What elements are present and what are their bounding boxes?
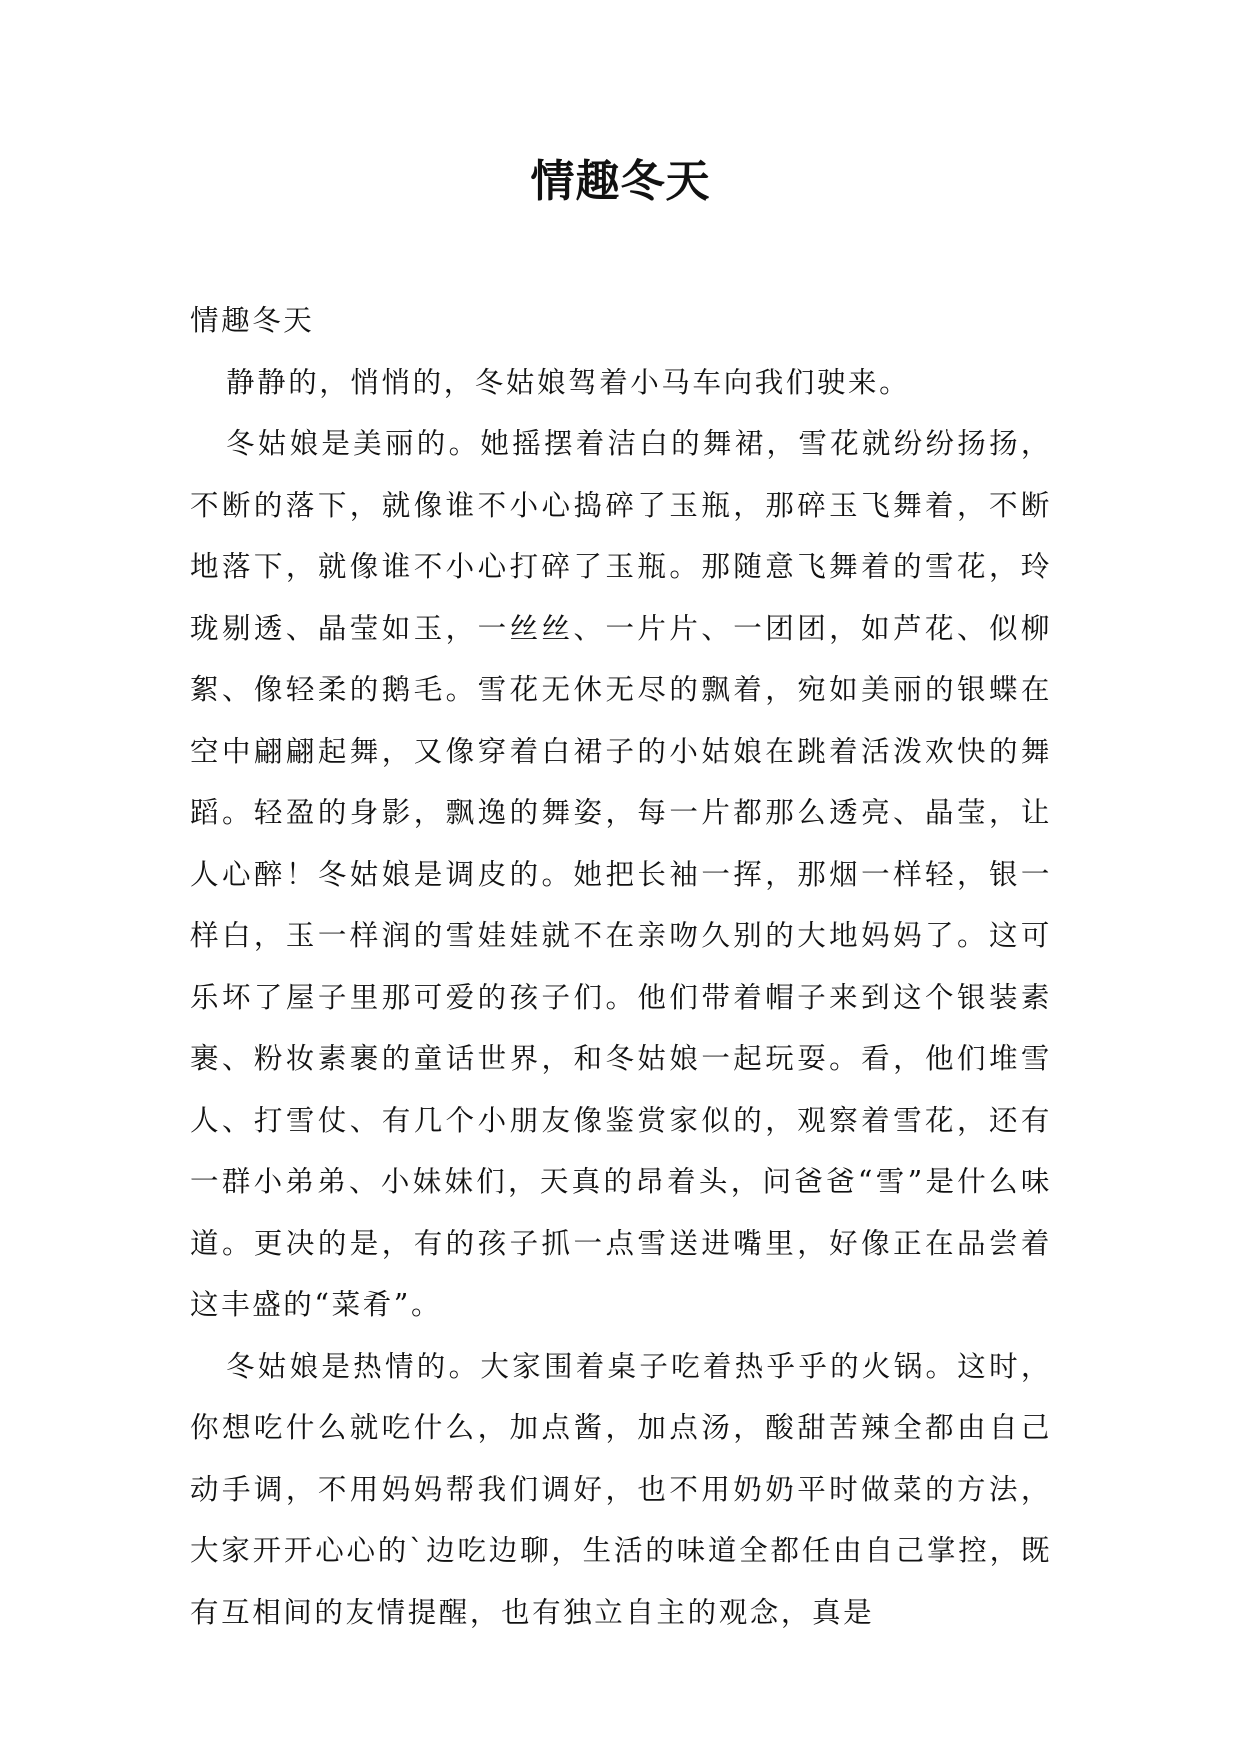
body-paragraph: 静静的，悄悄的，冬姑娘驾着小马车向我们驶来。 [226, 365, 911, 399]
document-body [190, 290, 1052, 1643]
subtitle-paragraph: 情趣冬天 [190, 304, 315, 337]
document-title: 情趣冬天 [530, 156, 711, 207]
body-paragraph: 冬姑娘是美丽的。她摇摆着洁白的舞裙，雪花就纷纷扬扬，不断的落下，就像谁不小心捣碎了玉瓶，那碎玉飞舞着，不断地落下，就像谁不小心打碎了玉瓶。那随意飞舞着的雪花，玲珑剔透、晶莹如玉，一丝丝、一片片、一团团，如芦花、似柳絮、像轻柔的鹅毛。雪花无休无尽的飘着，宛如美丽的银蝶在空中翩翩起舞，又像穿着白裙子的小姑娘在跳着活泼欢快的舞蹈。轻盈的身影，飘逸的舞姿，每一片都那么透亮、晶莹，让人心醉！冬姑娘是调皮的。她把长袖一挥，那烟一样轻，银一样白，玉一样润的雪娃娃就不在亲吻久别的大地妈妈了。这可乐坏了屋子里那可爱的孩子们。他们带着帽子来到这个银装素裹、粉妆素裹的童话世界，和冬姑娘一起玩耍。看，他们堆雪人、打雪仗、有几个小朋友像鉴赏家似的，观察着雪花，还有一群小弟弟、小妹妹们，天真的昂着头，问爸爸“雪”是什么味道。更决的是，有的孩子抓一点雪送进嘴里，好像正在品尝着这丰盛的“菜肴”。 [190, 427, 1052, 1321]
body-paragraph: 冬姑娘是热情的。大家围着桌子吃着热乎乎的火锅。这时，你想吃什么就吃什么，加点酱，加点汤，酸甜苦辣全都由自己动手调，不用妈妈帮我们调好，也不用奶奶平时做菜的方法，大家开开心心的`边吃边聊，生活的味道全都任由自己掌控，既有互相间的友情提醒，也有独立自主的观念，真是 [190, 1349, 1052, 1629]
